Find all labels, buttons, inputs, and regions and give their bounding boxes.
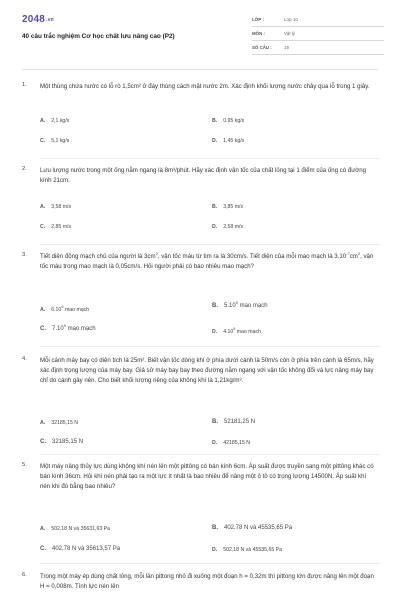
question-divider	[40, 244, 380, 245]
question-4	[22, 356, 380, 452]
question-text: Trong một máy ép dùng chất lỏng, mỗi lần pittong nhỏ đi xuống một đoạn h = 0,32m thì pittong lớn được nâng lên một đoạn H = 0,008m. Tính lực nén lên	[40, 573, 374, 590]
option-d[interactable]: D. 502,18 N và 45535,65 Pa	[212, 547, 283, 553]
question-text: Một thùng chứa nước có lỗ rò 1,5cm² ở đáy thùng cách mặt nước 2m. Xác định khối lượng nước chảy qua lỗ trong 1 giây.	[40, 83, 370, 90]
option-d[interactable]: D. 4.10$^9$ mao mạch	[212, 327, 261, 335]
question-6	[22, 572, 380, 600]
question-divider	[40, 158, 380, 159]
option-c[interactable]: C. 402,78 N và 35613,57 Pa	[40, 546, 121, 552]
question-text: Mỗi cánh máy bay có diện tích là 25m². Biết vận tốc dòng khí ở phía dưới cánh là 50m/s còn ở phía trên cánh là 65m/s, hãy xác định trọng lượng của máy bay. Giả sử máy bay bay theo đường nằm ngang với vận tốc không đổi và lực nâng máy bay chỉ do cánh gây nên. Cho biết khối lượng riêng của không khí là 1,21kg/m³.	[40, 357, 374, 384]
question-number: 4.	[22, 356, 27, 362]
option-b[interactable]: B. 52181,25 N	[212, 419, 256, 425]
question-1	[22, 82, 380, 152]
option-b[interactable]: B. 0,95 kg/s	[212, 118, 245, 124]
question-number: 5.	[22, 462, 27, 468]
question-number: 6.	[22, 572, 27, 578]
option-c[interactable]: C. 32185,15 N	[40, 439, 84, 445]
question-text: Một máy nâng thủy lực dùng không khí nén lên một pittông có bán kính 6cm. Áp suất được truyền sang một pittông khác có bán kính 36cm. Hỏi khí nén phải tạo ra một lực ít nhất là bao nhiêu để nâng một ô tô có trọng lượng 14500N. Áp suất khí nén khi đó bằng bao nhiêu?	[40, 463, 374, 490]
question-3	[22, 252, 380, 344]
meta-question-count: SỐ CÂU : 19	[252, 42, 384, 55]
header-divider	[22, 69, 378, 70]
question-divider	[40, 346, 380, 347]
option-c[interactable]: C. 2,85 m/s	[40, 224, 72, 230]
question-number: 3.	[22, 252, 27, 258]
meta-grade: LỚP : Lớp 10	[252, 14, 384, 27]
option-b[interactable]: B. 5.10$^9$ mao mạch	[212, 300, 268, 309]
option-c[interactable]: C. 5,1 kg/s	[40, 138, 70, 144]
question-number: 2.	[22, 166, 27, 172]
question-5	[22, 462, 380, 560]
question-number: 1.	[22, 82, 27, 88]
option-d[interactable]: D. 42185,15 N	[212, 440, 251, 446]
question-2	[22, 166, 380, 238]
option-a[interactable]: A. 32185,15 N	[40, 420, 79, 426]
option-c[interactable]: C. 7.10$^9$ mao mạch	[40, 323, 96, 332]
option-d[interactable]: D. 1,45 kg/s	[212, 138, 245, 144]
question-divider	[40, 563, 380, 564]
option-a[interactable]: A. 2,1 kg/s	[40, 118, 70, 124]
document-header	[0, 0, 400, 62]
site-logo[interactable]: 2048.vn	[22, 14, 54, 25]
option-d[interactable]: D. 2,58 m/s	[212, 224, 244, 230]
meta-subject: MÔN : Vật lý	[252, 28, 384, 41]
option-a[interactable]: A. 502,18 N và 35631,63 Pa	[40, 526, 111, 532]
question-text: Lưu lượng nước trong một ống nằm ngang là 8m³/phút. Hãy xác định vận tốc của chất lỏng tại 1 điểm của ống có đường kính 21cm.	[40, 167, 367, 184]
option-b[interactable]: B. 3,85 m/s	[212, 204, 244, 210]
option-a[interactable]: A. 6.10$^9$ mao mạch	[40, 304, 90, 313]
question-text: Tiết diện động mạch chủ của người là $3cm^2$, vận tốc máu từ tim ra là 30cm/s. Tiết diện của mỗi mao mạch là $3.10^{-7}cm^2$, vận tốc máu trong mao mạch là 0,05cm/s. Hỏi người phải có bao nhiêu mao mạch?	[40, 251, 374, 270]
question-divider	[40, 454, 380, 455]
document-title: 40 câu trắc nghiệm Cơ học chất lưu nâng cao (P2)	[22, 33, 175, 40]
option-b[interactable]: B. 402,78 N và 45535,65 Pa	[212, 525, 293, 531]
option-a[interactable]: A. 3,58 m/s	[40, 204, 72, 210]
